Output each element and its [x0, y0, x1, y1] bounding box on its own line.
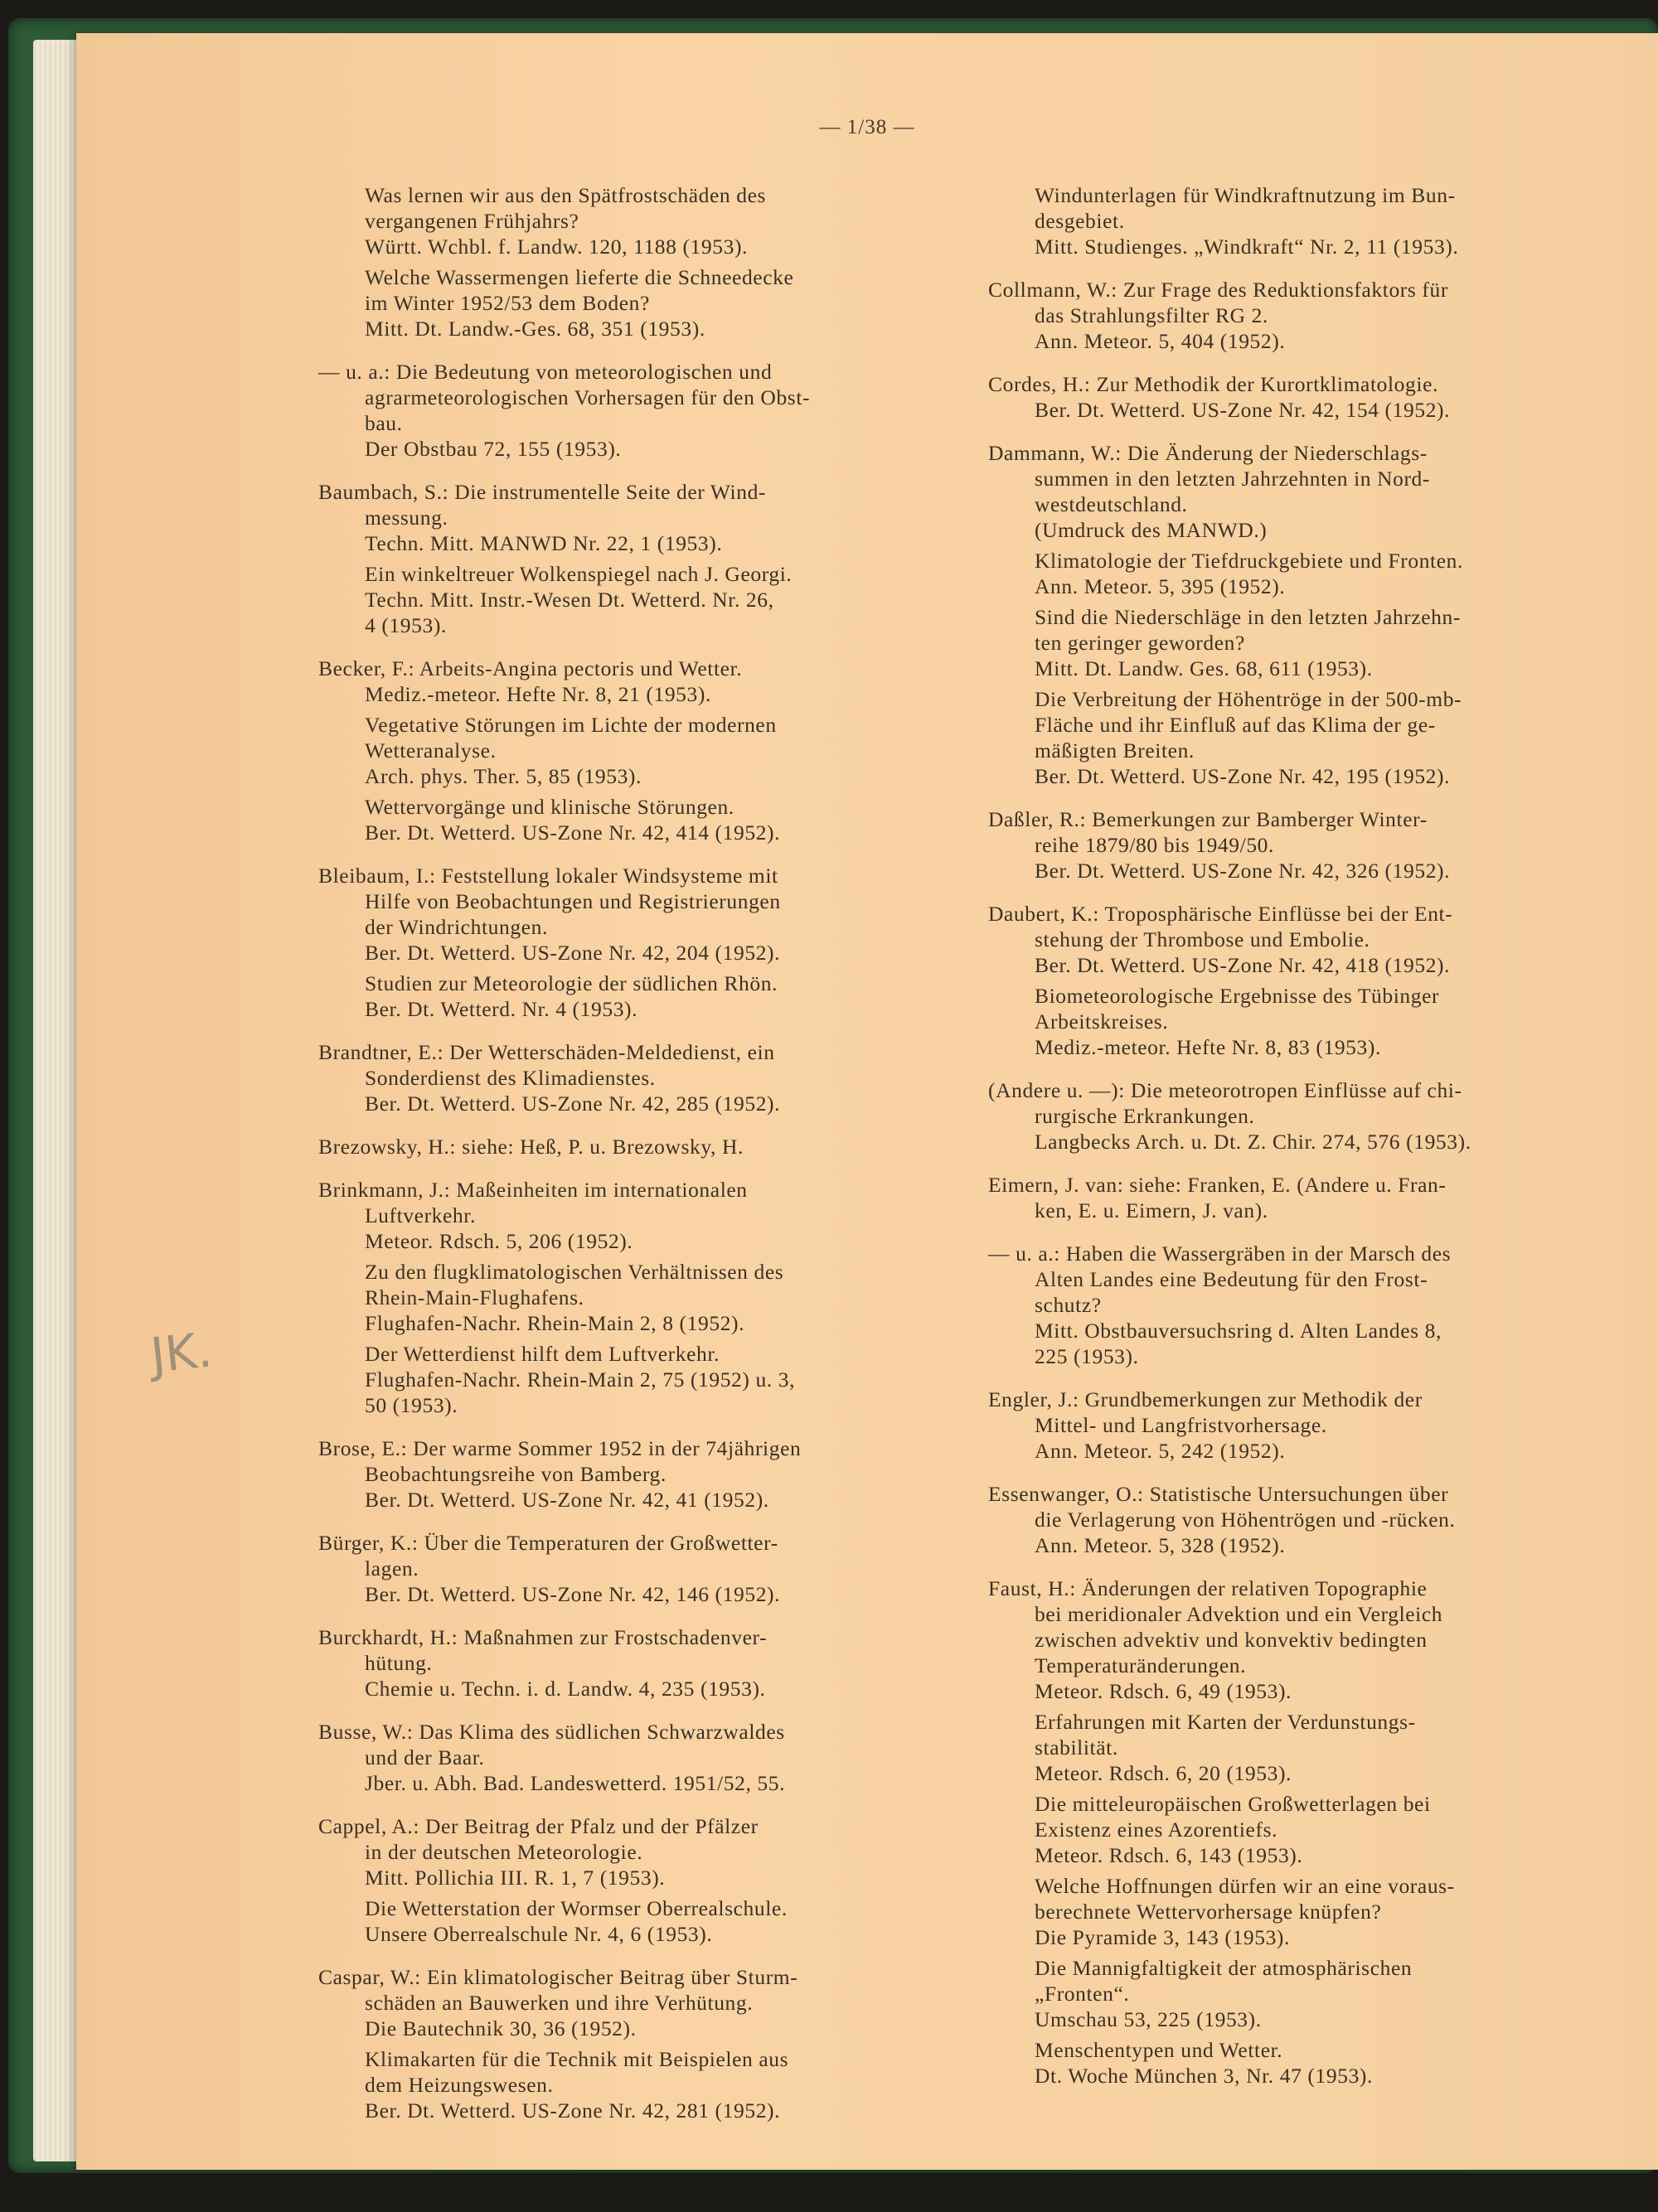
text-line: bei meridionaler Advektion und ein Vergleich — [1035, 1602, 1443, 1626]
text-line: 225 (1953). — [1035, 1344, 1139, 1368]
text-line: zwischen advektiv und konvektiv bedingten — [1035, 1628, 1428, 1652]
bibliography-entry — [318, 1134, 996, 1159]
text-line: Was lernen wir aus den Spätfrostschäden des — [365, 183, 767, 207]
left-column — [318, 182, 996, 2141]
bibliography-entry — [988, 1172, 1658, 1223]
text-line: Die Bautechnik 30, 36 (1952). — [365, 2016, 637, 2040]
text-line: (Andere u. —): Die meteorotropen Einflüsse auf chi- — [988, 1078, 1462, 1102]
text-line: Luftverkehr. — [365, 1203, 476, 1227]
entry-main — [988, 1077, 1658, 1154]
text-line: reihe 1879/80 bis 1949/50. — [1035, 833, 1274, 857]
text-line: mäßigten Breiten. — [1035, 738, 1195, 762]
text-line: (Umdruck des MANWD.) — [1035, 518, 1268, 542]
text-line: Klimatologie der Tiefdruckgebiete und Fronten. — [1035, 549, 1463, 573]
bibliography-entry — [988, 1481, 1658, 1558]
entry-main — [318, 1435, 996, 1513]
text-line: Die Verbreitung der Höhentröge in der 500-mb- — [1035, 687, 1462, 711]
text-line: agrarmeteorologischen Vorhersagen für den Obst- — [365, 385, 811, 409]
entry-main — [988, 1481, 1658, 1558]
entry-sub-reference — [318, 561, 996, 638]
bibliography-entry — [988, 277, 1658, 354]
text-line: Bleibaum, I.: Feststellung lokaler Windsysteme mit — [318, 864, 778, 888]
bibliography-entry — [988, 806, 1658, 883]
text-line: Ann. Meteor. 5, 404 (1952). — [1035, 329, 1286, 353]
text-line: Ber. Dt. Wetterd. US-Zone Nr. 42, 418 (1952). — [1035, 953, 1451, 977]
text-line: Der Obstbau 72, 155 (1953). — [365, 437, 622, 461]
text-line: Baumbach, S.: Die instrumentelle Seite der Wind- — [318, 480, 767, 504]
bibliography-entry — [318, 1177, 996, 1418]
text-line: Brezowsky, H.: siehe: Heß, P. u. Brezowsky, H. — [318, 1135, 744, 1159]
text-line: der Windrichtungen. — [365, 915, 548, 939]
entry-sub-reference — [318, 970, 996, 1022]
entry-sub-reference — [988, 686, 1658, 789]
text-line: Ber. Dt. Wetterd. US-Zone Nr. 42, 195 (1952). — [1035, 764, 1451, 788]
entry-main — [318, 182, 996, 259]
entry-main — [988, 440, 1658, 543]
text-line: — u. a.: Haben die Wassergräben in der Marsch des — [988, 1242, 1452, 1266]
text-line: bau. — [365, 411, 403, 435]
bibliography-entry — [318, 1624, 996, 1701]
bibliography-entry — [988, 1387, 1658, 1464]
text-line: Sonderdienst des Klimadienstes. — [365, 1066, 656, 1090]
text-line: berechnete Wettervorhersage knüpfen? — [1035, 1900, 1382, 1924]
text-line: dem Heizungswesen. — [365, 2073, 554, 2097]
text-line: Mitt. Studienges. „Windkraft“ Nr. 2, 11 (1953). — [1035, 235, 1459, 259]
text-line: Ein winkeltreuer Wolkenspiegel nach J. Georgi. — [365, 562, 793, 586]
text-line: Der Wetterdienst hilft dem Luftverkehr. — [365, 1342, 720, 1366]
text-line: Jber. u. Abh. Bad. Landeswetterd. 1951/52, 55. — [365, 1771, 786, 1795]
text-line: Eimern, J. van: siehe: Franken, E. (Andere u. Fran- — [988, 1173, 1447, 1197]
text-line: Die mitteleuropäischen Großwetterlagen bei — [1035, 1792, 1431, 1816]
text-line: messung. — [365, 506, 448, 530]
bibliography-entry — [988, 1576, 1658, 2089]
text-line: lagen. — [365, 1556, 419, 1580]
bibliography-entry — [318, 1964, 996, 2123]
text-line: Unsere Oberrealschule Nr. 4, 6 (1953). — [365, 1922, 713, 1946]
text-line: Mittel- und Langfristvorhersage. — [1035, 1413, 1327, 1437]
text-line: Daßler, R.: Bemerkungen zur Bamberger Winter- — [988, 807, 1428, 831]
text-line: Meteor. Rdsch. 5, 206 (1952). — [365, 1229, 633, 1253]
entry-sub-reference — [318, 712, 996, 789]
text-line: Flughafen-Nachr. Rhein-Main 2, 8 (1952). — [365, 1311, 745, 1335]
text-line: Beobachtungsreihe von Bamberg. — [365, 1462, 667, 1486]
entry-main — [988, 1241, 1658, 1369]
entry-sub-reference — [318, 794, 996, 845]
bibliography-entry — [988, 1077, 1658, 1154]
page-number: — 1/38 — — [819, 116, 915, 138]
text-line: Württ. Wchbl. f. Landw. 120, 1188 (1953). — [365, 235, 749, 259]
entry-sub-reference — [988, 604, 1658, 681]
text-line: Dt. Woche München 3, Nr. 47 (1953). — [1035, 2064, 1373, 2088]
entry-main — [318, 656, 996, 707]
text-line: Cordes, H.: Zur Methodik der Kurortklimatologie. — [988, 372, 1438, 396]
entry-sub-reference — [988, 548, 1658, 599]
text-line: Fläche und ihr Einfluß auf das Klima der ge- — [1035, 713, 1436, 737]
text-line: ken, E. u. Eimern, J. van). — [1035, 1198, 1268, 1222]
text-line: Ber. Dt. Wetterd. Nr. 4 (1953). — [365, 997, 638, 1021]
bibliography-entry — [318, 1719, 996, 1796]
text-line: Mitt. Obstbauversuchsring d. Alten Landes 8, — [1035, 1319, 1442, 1343]
entry-main — [318, 1530, 996, 1607]
entry-sub-reference — [988, 1955, 1658, 2032]
text-line: Welche Wassermengen lieferte die Schneedecke — [365, 265, 794, 289]
handwritten-margin-note: JK. — [148, 1321, 215, 1384]
text-line: Essenwanger, O.: Statistische Untersuchungen über — [988, 1482, 1449, 1506]
bibliography-entry — [318, 863, 996, 1022]
text-line: Sind die Niederschläge in den letzten Jahrzehn- — [1035, 605, 1461, 629]
entry-main — [988, 371, 1658, 423]
text-line: Langbecks Arch. u. Dt. Z. Chir. 274, 576 (1953). — [1035, 1130, 1471, 1154]
text-line: schäden an Bauwerken und ihre Verhütung. — [365, 1991, 754, 2015]
text-line: Techn. Mitt. MANWD Nr. 22, 1 (1953). — [365, 531, 723, 555]
text-line: stabilität. — [1035, 1735, 1118, 1759]
entry-main — [988, 182, 1658, 259]
text-line: Mitt. Dt. Landw.-Ges. 68, 351 (1953). — [365, 317, 705, 341]
text-line: Vegetative Störungen im Lichte der modernen — [365, 713, 777, 737]
text-line: Brinkmann, J.: Maßeinheiten im internationalen — [318, 1178, 748, 1202]
text-line: Arch. phys. Ther. 5, 85 (1953). — [365, 764, 642, 788]
text-line: Biometeorologische Ergebnisse des Tübinger — [1035, 984, 1440, 1008]
text-line: westdeutschland. — [1035, 492, 1188, 516]
entry-sub-reference — [988, 1873, 1658, 1950]
text-line: rurgische Erkrankungen. — [1035, 1104, 1255, 1128]
entry-sub-reference — [318, 1259, 996, 1336]
text-line: Caspar, W.: Ein klimatologischer Beitrag über Sturm- — [318, 1965, 798, 1989]
text-line: Collmann, W.: Zur Frage des Reduktionsfaktors für — [988, 278, 1448, 302]
text-line: die Verlagerung von Höhentrögen und -rücken. — [1035, 1508, 1456, 1532]
entry-main — [318, 863, 996, 966]
text-line: Daubert, K.: Troposphärische Einflüsse bei der Ent- — [988, 902, 1453, 926]
entry-main — [988, 1576, 1658, 1704]
text-line: Ber. Dt. Wetterd. US-Zone Nr. 42, 281 (1952). — [365, 2098, 781, 2122]
entry-sub-reference — [318, 1895, 996, 1947]
text-line: Ber. Dt. Wetterd. US-Zone Nr. 42, 326 (1952). — [1035, 859, 1451, 883]
text-line: Brandtner, E.: Der Wetterschäden-Meldedienst, ein — [318, 1040, 775, 1064]
text-line: Die Mannigfaltigkeit der atmosphärischen — [1035, 1956, 1413, 1980]
text-line: Ann. Meteor. 5, 328 (1952). — [1035, 1533, 1286, 1557]
text-line: Cappel, A.: Der Beitrag der Pfalz und der Pfälzer — [318, 1814, 759, 1838]
text-line: Ann. Meteor. 5, 242 (1952). — [1035, 1439, 1286, 1463]
text-line: Umschau 53, 225 (1953). — [1035, 2007, 1262, 2031]
text-line: Techn. Mitt. Instr.-Wesen Dt. Wetterd. Nr. 26, — [365, 588, 774, 612]
text-line: Temperaturänderungen. — [1035, 1653, 1247, 1677]
bibliography-entry — [318, 479, 996, 638]
entry-main — [988, 277, 1658, 354]
text-line: Arbeitskreises. — [1035, 1009, 1169, 1033]
text-line: vergangenen Frühjahrs? — [365, 209, 579, 233]
text-line: Wetteranalyse. — [365, 738, 497, 762]
text-line: Welche Hoffnungen dürfen wir an eine voraus- — [1035, 1874, 1455, 1898]
bibliography-entry — [988, 440, 1658, 789]
text-line: Mediz.-meteor. Hefte Nr. 8, 83 (1953). — [1035, 1035, 1381, 1059]
bibliography-entry — [988, 371, 1658, 423]
text-line: Erfahrungen mit Karten der Verdunstungs- — [1035, 1710, 1416, 1734]
entry-sub-reference — [988, 1709, 1658, 1786]
entry-main — [318, 1134, 996, 1159]
text-line: „Fronten“. — [1035, 1982, 1130, 2006]
text-line: Menschentypen und Wetter. — [1035, 2038, 1283, 2062]
entry-main — [318, 479, 996, 556]
bibliography-entry — [318, 359, 996, 462]
text-line: Alten Landes eine Bedeutung für den Frost- — [1035, 1267, 1428, 1291]
text-line: 50 (1953). — [365, 1393, 458, 1417]
bibliography-entry — [318, 1530, 996, 1607]
bibliography-entry — [318, 1813, 996, 1947]
text-line: Die Wetterstation der Wormser Oberrealschule. — [365, 1896, 788, 1920]
text-line: Zu den flugklimatologischen Verhältnissen des — [365, 1260, 784, 1284]
entry-sub-reference — [318, 1341, 996, 1418]
entry-main — [988, 1387, 1658, 1464]
entry-main — [988, 901, 1658, 978]
text-line: Ber. Dt. Wetterd. US-Zone Nr. 42, 41 (1952). — [365, 1488, 769, 1512]
text-line: Wettervorgänge und klinische Störungen. — [365, 795, 734, 819]
text-line: Meteor. Rdsch. 6, 49 (1953). — [1035, 1679, 1292, 1703]
entry-sub-reference — [988, 2037, 1658, 2089]
text-line: hütung. — [365, 1651, 433, 1675]
text-line: Klimakarten für die Technik mit Beispielen aus — [365, 2047, 789, 2071]
text-line: Burckhardt, H.: Maßnahmen zur Frostschadenver- — [318, 1625, 768, 1649]
entry-sub-reference — [988, 1791, 1658, 1868]
entry-main — [318, 1039, 996, 1116]
text-line: Existenz eines Azorentiefs. — [1035, 1818, 1278, 1842]
text-line: Mediz.-meteor. Hefte Nr. 8, 21 (1953). — [365, 682, 711, 706]
text-line: Ann. Meteor. 5, 395 (1952). — [1035, 574, 1286, 598]
entry-main — [318, 1624, 996, 1701]
text-line: im Winter 1952/53 dem Boden? — [365, 291, 650, 315]
bibliography-entry — [988, 1241, 1658, 1369]
text-line: Busse, W.: Das Klima des südlichen Schwarzwaldes — [318, 1720, 785, 1744]
text-line: Becker, F.: Arbeits-Angina pectoris und Wetter. — [318, 656, 743, 680]
text-line: Meteor. Rdsch. 6, 143 (1953). — [1035, 1843, 1303, 1867]
text-line: Studien zur Meteorologie der südlichen Rhön. — [365, 971, 778, 995]
text-line: — u. a.: Die Bedeutung von meteorologischen und — [318, 360, 773, 384]
entry-main — [988, 1172, 1658, 1223]
text-line: Ber. Dt. Wetterd. US-Zone Nr. 42, 414 (1952). — [365, 820, 781, 845]
text-line: und der Baar. — [365, 1745, 485, 1769]
entry-main — [318, 359, 996, 462]
entry-main — [988, 806, 1658, 883]
text-line: Ber. Dt. Wetterd. US-Zone Nr. 42, 146 (1952). — [365, 1582, 781, 1606]
text-line: Windunterlagen für Windkraftnutzung im Bun- — [1035, 183, 1456, 207]
text-line: desgebiet. — [1035, 209, 1125, 233]
entry-main — [318, 1177, 996, 1254]
text-line: Rhein-Main-Flughafens. — [365, 1285, 584, 1309]
text-line: Die Pyramide 3, 143 (1953). — [1035, 1925, 1290, 1949]
text-line: Brose, E.: Der warme Sommer 1952 in der 74jährigen — [318, 1436, 802, 1460]
text-line: Chemie u. Techn. i. d. Landw. 4, 235 (1953). — [365, 1677, 766, 1701]
bibliography-entry — [318, 1435, 996, 1513]
text-line: Ber. Dt. Wetterd. US-Zone Nr. 42, 154 (1952). — [1035, 398, 1451, 422]
text-line: Meteor. Rdsch. 6, 20 (1953). — [1035, 1761, 1292, 1785]
bibliography-entry — [988, 182, 1658, 259]
text-line: Mitt. Pollichia III. R. 1, 7 (1953). — [365, 1866, 666, 1890]
text-line: Dammann, W.: Die Änderung der Niederschlags- — [988, 441, 1428, 465]
entry-main — [318, 1813, 996, 1890]
entry-main — [318, 1964, 996, 2041]
text-line: Ber. Dt. Wetterd. US-Zone Nr. 42, 285 (1952). — [365, 1091, 781, 1116]
text-line: Ber. Dt. Wetterd. US-Zone Nr. 42, 204 (1952). — [365, 941, 781, 965]
entry-sub-reference — [318, 264, 996, 341]
entry-sub-reference — [318, 2046, 996, 2123]
book-page — [76, 33, 1658, 2170]
text-line: Flughafen-Nachr. Rhein-Main 2, 75 (1952) u. 3, — [365, 1367, 796, 1392]
right-column — [988, 182, 1658, 2106]
bibliography-entry — [318, 656, 996, 845]
text-line: stehung der Thrombose und Embolie. — [1035, 927, 1370, 951]
text-line: Bürger, K.: Über die Temperaturen der Großwetter- — [318, 1531, 778, 1555]
text-line: Mitt. Dt. Landw. Ges. 68, 611 (1953). — [1035, 656, 1373, 680]
text-line: 4 (1953). — [365, 613, 447, 637]
entry-sub-reference — [988, 983, 1658, 1060]
text-line: Faust, H.: Änderungen der relativen Topographie — [988, 1576, 1428, 1600]
text-line: schutz? — [1035, 1293, 1102, 1317]
entry-main — [318, 1719, 996, 1796]
text-line: summen in den letzten Jahrzehnten in Nord- — [1035, 467, 1430, 491]
bibliography-entry — [318, 1039, 996, 1116]
text-line: das Strahlungsfilter RG 2. — [1035, 303, 1268, 327]
text-line: ten geringer geworden? — [1035, 631, 1245, 655]
bibliography-entry — [318, 182, 996, 341]
bibliography-entry — [988, 901, 1658, 1060]
text-line: Engler, J.: Grundbemerkungen zur Methodik der — [988, 1387, 1423, 1411]
text-line: in der deutschen Meteorologie. — [365, 1840, 643, 1864]
text-line: Hilfe von Beobachtungen und Registrierungen — [365, 889, 781, 913]
